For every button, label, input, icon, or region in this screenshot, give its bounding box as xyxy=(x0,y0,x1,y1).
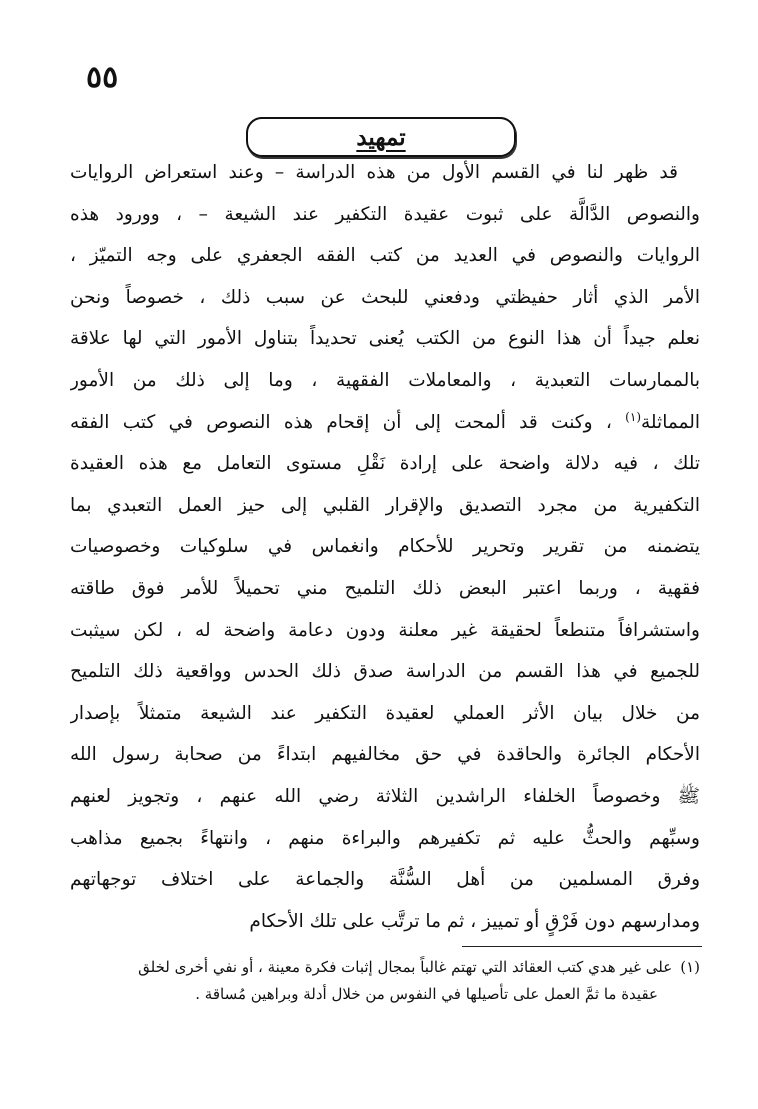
body-line: للجميع في هذا القسم من الدراسة صدق ذلك الحدس وواقعية ذلك التلميح xyxy=(70,661,700,683)
body-line: يتضمنه من تقرير وتحرير للأحكام وانغماس في سلوكيات وخصوصيات xyxy=(70,536,700,558)
section-title-box xyxy=(246,117,516,157)
footnote xyxy=(68,954,700,1008)
body-line: ومدارسهم دون فَرْقٍ أو تمييز ، ثم ما ترتَّب على تلك الأحكام xyxy=(249,910,700,932)
body-line: وفرق المسلمين من أهل السُّنَّة والجماعة على اختلاف توجهاتهم xyxy=(70,869,700,891)
body-line: بالممارسات التعبدية ، والمعاملات الفقهية ، وما إلى ذلك من الأمور xyxy=(70,369,700,391)
body-line: فقهية ، وربما اعتبر البعض ذلك التلميح مني تحميلاً للأمر فوق طاقته xyxy=(70,577,700,599)
body-line: ﷺ وخصوصاً الخلفاء الراشدين الثلاثة رضي الله عنهم ، وتجويز لعنهم xyxy=(70,785,700,807)
body-line: الأحكام الجائرة والحاقدة في حق مخالفيهم ابتداءً من صحابة رسول الله xyxy=(70,744,700,766)
footnote-line xyxy=(68,954,700,981)
footnote-line: عقيدة ما ثمَّ العمل على تأصيلها في النفوس من خلال أدلة وبراهين مُساقة . xyxy=(195,985,658,1003)
body-text xyxy=(70,152,700,942)
body-line: والنصوص الدَّالَّة على ثبوت عقيدة التكفير عند الشيعة – ، وورود هذه xyxy=(70,203,700,225)
footnote-text: على غير هدي كتب العقائد التي تهتم غالباً بمجال إثبات فكرة معينة ، أو نفي أخرى لخلق xyxy=(138,958,673,976)
footnote-divider xyxy=(462,946,702,947)
body-line: تلك ، فيه دلالة واضحة على إرادة نَقْلِ مستوى التعامل مع هذه العقيدة xyxy=(70,453,700,475)
body-line-with-footnote-ref xyxy=(70,402,700,444)
body-line: التكفيرية من مجرد التصديق والإقرار القلبي إلى حيز العمل التعبدي بما xyxy=(70,494,700,516)
body-line: من خلال بيان الأثر العملي لعقيدة التكفير عند الشيعة متمثلاً بإصدار xyxy=(70,702,700,724)
page-number: ٥٥ xyxy=(86,60,119,95)
body-line-segment: ، وكنت قد ألمحت إلى أن إقحام هذه النصوص في كتب الفقه xyxy=(70,411,626,433)
body-line: واستشرافاً متنطعاً لحقيقة غير معلنة ودون دعامة واضحة له ، لكن سيثبت xyxy=(70,619,700,641)
section-title: تمهيد xyxy=(356,123,406,151)
body-line: قد ظهر لنا في القسم الأول من هذه الدراسة – وعند استعراض الروايات xyxy=(70,162,678,183)
body-line: وسبِّهم والحثُّ عليه ثم تكفيرهم والبراءة منهم ، وانتهاءً بجميع مذاهب xyxy=(70,827,700,849)
footnote-number: (١) xyxy=(680,958,700,976)
body-line: الروايات والنصوص في العديد من كتب الفقه الجعفري على وجه التميّز ، xyxy=(70,245,700,267)
footnote-reference: (١) xyxy=(625,409,641,424)
body-line-segment: المماثلة xyxy=(641,411,700,433)
body-line: الأمر الذي أثار حفيظتي ودفعني للبحث عن سبب ذلك ، خصوصاً ونحن xyxy=(70,286,700,308)
body-line: نعلم جيداً أن هذا النوع من الكتب يُعنى تحديداً بتناول الأمور التي لها علاقة xyxy=(70,328,700,350)
